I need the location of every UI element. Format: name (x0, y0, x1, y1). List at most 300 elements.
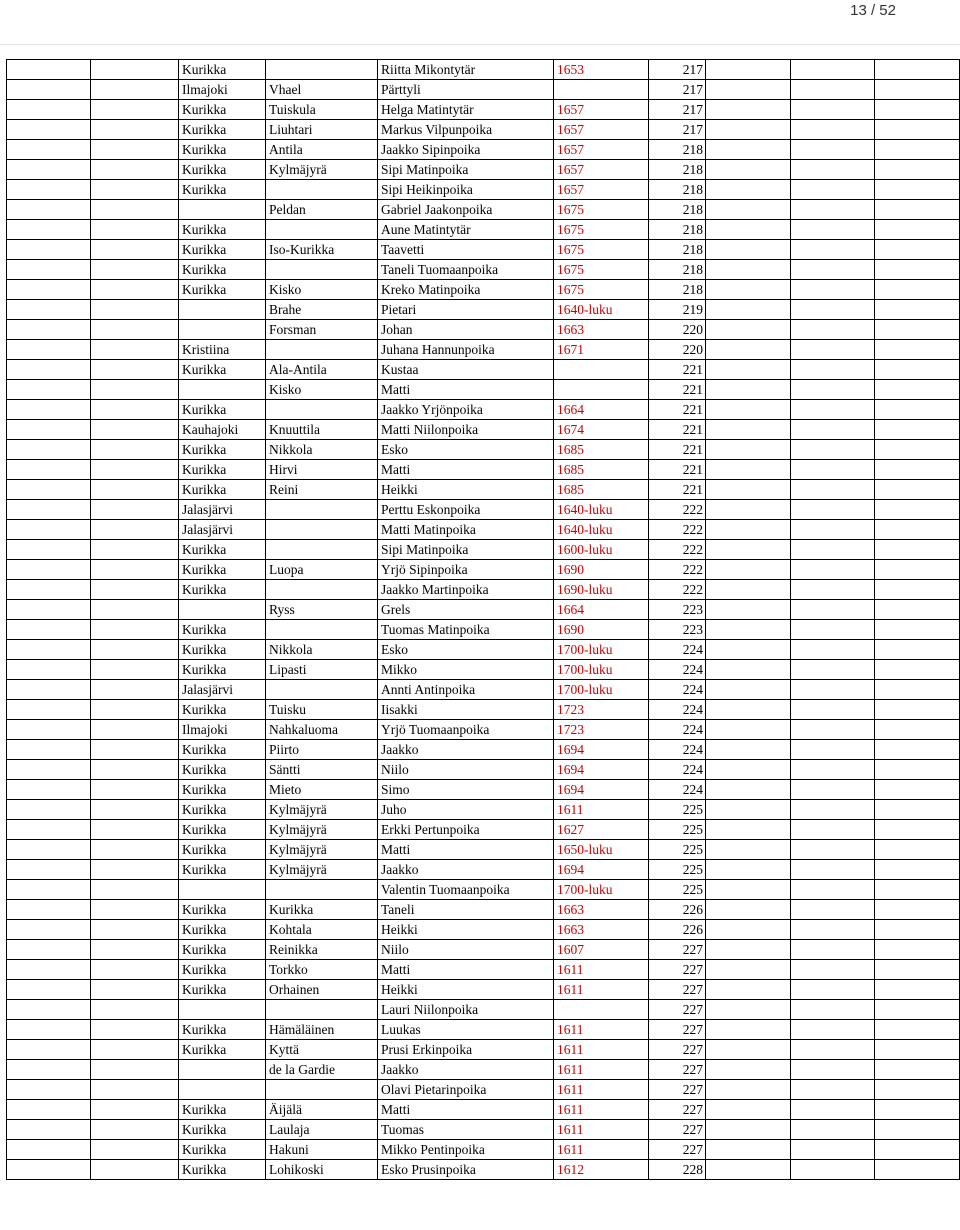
empty-cell (706, 860, 791, 880)
table-row (7, 920, 960, 940)
empty-cell (7, 1020, 91, 1040)
empty-cell (875, 480, 960, 500)
empty-cell (791, 800, 875, 820)
parish-cell: Kurikka (179, 1100, 266, 1120)
farm-cell (266, 520, 378, 540)
empty-cell (91, 760, 179, 780)
farm-cell: Hirvi (266, 460, 378, 480)
empty-cell (875, 880, 960, 900)
empty-cell (706, 100, 791, 120)
year-cell: 1640-luku (554, 300, 649, 320)
empty-cell (875, 620, 960, 640)
empty-cell (875, 100, 960, 120)
page-cell: 217 (649, 60, 706, 80)
name-cell: Matti (378, 840, 554, 860)
parish-cell: Kurikka (179, 280, 266, 300)
empty-cell (791, 160, 875, 180)
table-row (7, 720, 960, 740)
empty-cell (791, 200, 875, 220)
empty-cell (706, 540, 791, 560)
empty-cell (875, 900, 960, 920)
empty-cell (875, 920, 960, 940)
empty-cell (875, 580, 960, 600)
name-cell: Sipi Matinpoika (378, 160, 554, 180)
year-cell: 1611 (554, 800, 649, 820)
name-cell: Prusi Erkinpoika (378, 1040, 554, 1060)
empty-cell (791, 680, 875, 700)
empty-cell (706, 1160, 791, 1180)
farm-cell: Säntti (266, 760, 378, 780)
table-row (7, 360, 960, 380)
empty-cell (791, 500, 875, 520)
year-cell: 1675 (554, 260, 649, 280)
name-cell: Helga Matintytär (378, 100, 554, 120)
page-cell: 221 (649, 380, 706, 400)
table-row (7, 1060, 960, 1080)
empty-cell (91, 480, 179, 500)
name-cell: Aune Matintytär (378, 220, 554, 240)
empty-cell (875, 300, 960, 320)
empty-cell (91, 280, 179, 300)
page-cell: 226 (649, 900, 706, 920)
empty-cell (706, 1000, 791, 1020)
table-row (7, 940, 960, 960)
farm-cell: Orhainen (266, 980, 378, 1000)
year-cell: 1685 (554, 460, 649, 480)
page-cell: 227 (649, 1060, 706, 1080)
empty-cell (791, 920, 875, 940)
empty-cell (7, 440, 91, 460)
empty-cell (875, 1040, 960, 1060)
farm-cell: Knuuttila (266, 420, 378, 440)
empty-cell (706, 220, 791, 240)
name-cell: Grels (378, 600, 554, 620)
page-cell: 222 (649, 500, 706, 520)
farm-cell: Kylmäjyrä (266, 800, 378, 820)
parish-cell (179, 1060, 266, 1080)
empty-cell (706, 580, 791, 600)
name-cell: Jaakko Sipinpoika (378, 140, 554, 160)
empty-cell (7, 1060, 91, 1080)
empty-cell (791, 580, 875, 600)
empty-cell (7, 720, 91, 740)
farm-cell: Kohtala (266, 920, 378, 940)
empty-cell (7, 880, 91, 900)
farm-cell (266, 880, 378, 900)
page-cell: 218 (649, 140, 706, 160)
year-cell: 1694 (554, 860, 649, 880)
parish-cell: Kurikka (179, 260, 266, 280)
empty-cell (791, 260, 875, 280)
empty-cell (875, 600, 960, 620)
empty-cell (791, 860, 875, 880)
farm-cell (266, 400, 378, 420)
parish-cell: Kurikka (179, 160, 266, 180)
parish-cell: Ilmajoki (179, 720, 266, 740)
year-cell: 1685 (554, 480, 649, 500)
farm-cell: Kisko (266, 380, 378, 400)
empty-cell (706, 180, 791, 200)
empty-cell (791, 400, 875, 420)
empty-cell (706, 300, 791, 320)
empty-cell (91, 540, 179, 560)
empty-cell (875, 240, 960, 260)
empty-cell (706, 200, 791, 220)
parish-cell: Kurikka (179, 1040, 266, 1060)
parish-cell: Kurikka (179, 940, 266, 960)
page-cell: 217 (649, 120, 706, 140)
empty-cell (791, 900, 875, 920)
empty-cell (875, 60, 960, 80)
empty-cell (791, 80, 875, 100)
empty-cell (7, 320, 91, 340)
parish-cell: Kurikka (179, 120, 266, 140)
year-cell: 1657 (554, 140, 649, 160)
empty-cell (791, 540, 875, 560)
name-cell: Annti Antinpoika (378, 680, 554, 700)
empty-cell (791, 560, 875, 580)
empty-cell (875, 420, 960, 440)
empty-cell (91, 100, 179, 120)
farm-cell: Kisko (266, 280, 378, 300)
empty-cell (706, 500, 791, 520)
empty-cell (706, 960, 791, 980)
empty-cell (791, 520, 875, 540)
year-cell: 1690-luku (554, 580, 649, 600)
parish-cell (179, 380, 266, 400)
records-table-body (7, 60, 960, 1180)
farm-cell (266, 540, 378, 560)
empty-cell (91, 520, 179, 540)
empty-cell (706, 400, 791, 420)
year-cell: 1657 (554, 160, 649, 180)
name-cell: Jaakko (378, 1060, 554, 1080)
empty-cell (91, 240, 179, 260)
empty-cell (875, 500, 960, 520)
empty-cell (91, 380, 179, 400)
empty-cell (91, 460, 179, 480)
year-cell: 1694 (554, 760, 649, 780)
table-row (7, 740, 960, 760)
empty-cell (791, 840, 875, 860)
empty-cell (7, 940, 91, 960)
empty-cell (91, 1020, 179, 1040)
empty-cell (706, 340, 791, 360)
page-cell: 228 (649, 1160, 706, 1180)
name-cell: Gabriel Jaakonpoika (378, 200, 554, 220)
year-cell: 1664 (554, 400, 649, 420)
parish-cell (179, 1000, 266, 1020)
table-row (7, 480, 960, 500)
table-row (7, 1140, 960, 1160)
table-row (7, 180, 960, 200)
empty-cell (7, 640, 91, 660)
farm-cell: Reini (266, 480, 378, 500)
parish-cell: Kurikka (179, 640, 266, 660)
empty-cell (7, 100, 91, 120)
empty-cell (875, 400, 960, 420)
page-cell: 226 (649, 920, 706, 940)
empty-cell (91, 1140, 179, 1160)
year-cell: 1650-luku (554, 840, 649, 860)
name-cell: Jaakko Yrjönpoika (378, 400, 554, 420)
empty-cell (791, 640, 875, 660)
empty-cell (791, 420, 875, 440)
empty-cell (91, 680, 179, 700)
name-cell: Matti Niilonpoika (378, 420, 554, 440)
empty-cell (91, 720, 179, 740)
page-cell: 218 (649, 200, 706, 220)
year-cell: 1694 (554, 740, 649, 760)
year-cell: 1675 (554, 220, 649, 240)
name-cell: Taavetti (378, 240, 554, 260)
empty-cell (7, 900, 91, 920)
empty-cell (7, 140, 91, 160)
empty-cell (706, 1040, 791, 1060)
farm-cell: Forsman (266, 320, 378, 340)
empty-cell (875, 1020, 960, 1040)
name-cell: Taneli (378, 900, 554, 920)
empty-cell (91, 920, 179, 940)
farm-cell: Kurikka (266, 900, 378, 920)
page-cell: 224 (649, 760, 706, 780)
year-cell: 1690 (554, 560, 649, 580)
parish-cell: Kurikka (179, 840, 266, 860)
empty-cell (706, 560, 791, 580)
farm-cell (266, 340, 378, 360)
year-cell: 1640-luku (554, 520, 649, 540)
empty-cell (791, 720, 875, 740)
empty-cell (7, 500, 91, 520)
parish-cell: Kurikka (179, 400, 266, 420)
empty-cell (706, 240, 791, 260)
empty-cell (706, 840, 791, 860)
empty-cell (875, 360, 960, 380)
empty-cell (875, 1120, 960, 1140)
empty-cell (706, 280, 791, 300)
empty-cell (91, 900, 179, 920)
page-cell: 224 (649, 660, 706, 680)
year-cell: 1611 (554, 1020, 649, 1040)
empty-cell (875, 780, 960, 800)
empty-cell (791, 140, 875, 160)
empty-cell (875, 760, 960, 780)
farm-cell: Peldan (266, 200, 378, 220)
empty-cell (875, 80, 960, 100)
table-row (7, 240, 960, 260)
page-cell: 221 (649, 360, 706, 380)
year-cell: 1611 (554, 1120, 649, 1140)
empty-cell (875, 260, 960, 280)
year-cell: 1664 (554, 600, 649, 620)
empty-cell (706, 880, 791, 900)
empty-cell (791, 980, 875, 1000)
farm-cell: Hakuni (266, 1140, 378, 1160)
empty-cell (706, 460, 791, 480)
empty-cell (91, 320, 179, 340)
page-cell: 221 (649, 480, 706, 500)
page-cell: 223 (649, 600, 706, 620)
parish-cell: Kurikka (179, 1120, 266, 1140)
farm-cell: Brahe (266, 300, 378, 320)
empty-cell (91, 300, 179, 320)
empty-cell (7, 240, 91, 260)
parish-cell: Jalasjärvi (179, 680, 266, 700)
name-cell: Heikki (378, 920, 554, 940)
empty-cell (7, 480, 91, 500)
name-cell: Matti (378, 380, 554, 400)
page-cell: 217 (649, 80, 706, 100)
table-row (7, 620, 960, 640)
empty-cell (706, 660, 791, 680)
empty-cell (791, 740, 875, 760)
name-cell: Taneli Tuomaanpoika (378, 260, 554, 280)
name-cell: Matti (378, 460, 554, 480)
empty-cell (706, 980, 791, 1000)
parish-cell (179, 600, 266, 620)
empty-cell (791, 300, 875, 320)
page-cell: 227 (649, 1100, 706, 1120)
page-cell: 220 (649, 320, 706, 340)
page-cell: 224 (649, 640, 706, 660)
farm-cell (266, 180, 378, 200)
page-cell: 221 (649, 460, 706, 480)
empty-cell (7, 1040, 91, 1060)
table-row (7, 880, 960, 900)
name-cell: Heikki (378, 480, 554, 500)
empty-cell (706, 700, 791, 720)
empty-cell (91, 1160, 179, 1180)
year-cell: 1600-luku (554, 540, 649, 560)
empty-cell (875, 160, 960, 180)
farm-cell: Lipasti (266, 660, 378, 680)
year-cell: 1674 (554, 420, 649, 440)
empty-cell (7, 280, 91, 300)
year-cell: 1663 (554, 900, 649, 920)
parish-cell (179, 200, 266, 220)
farm-cell (266, 620, 378, 640)
page-cell: 224 (649, 780, 706, 800)
empty-cell (91, 1060, 179, 1080)
table-row (7, 800, 960, 820)
table-row (7, 540, 960, 560)
page-cell: 225 (649, 820, 706, 840)
empty-cell (791, 760, 875, 780)
year-cell: 1607 (554, 940, 649, 960)
empty-cell (7, 620, 91, 640)
empty-cell (91, 200, 179, 220)
name-cell: Mikko (378, 660, 554, 680)
parish-cell: Kurikka (179, 760, 266, 780)
records-table (6, 59, 960, 1180)
empty-cell (91, 400, 179, 420)
empty-cell (706, 600, 791, 620)
empty-cell (875, 700, 960, 720)
empty-cell (875, 940, 960, 960)
name-cell: Matti (378, 960, 554, 980)
empty-cell (875, 1000, 960, 1020)
table-row (7, 280, 960, 300)
name-cell: Juho (378, 800, 554, 820)
year-cell (554, 380, 649, 400)
empty-cell (706, 440, 791, 460)
table-row (7, 1080, 960, 1100)
farm-cell (266, 1080, 378, 1100)
empty-cell (706, 320, 791, 340)
farm-cell: Ryss (266, 600, 378, 620)
empty-cell (875, 440, 960, 460)
year-cell: 1675 (554, 200, 649, 220)
table-row (7, 860, 960, 880)
parish-cell: Kurikka (179, 220, 266, 240)
empty-cell (875, 520, 960, 540)
parish-cell (179, 1080, 266, 1100)
empty-cell (706, 80, 791, 100)
parish-cell: Kurikka (179, 740, 266, 760)
empty-cell (875, 660, 960, 680)
parish-cell: Kurikka (179, 780, 266, 800)
empty-cell (91, 960, 179, 980)
empty-cell (7, 560, 91, 580)
parish-cell: Jalasjärvi (179, 520, 266, 540)
empty-cell (791, 1100, 875, 1120)
year-cell: 1611 (554, 1140, 649, 1160)
year-cell (554, 360, 649, 380)
year-cell: 1612 (554, 1160, 649, 1180)
parish-cell: Kurikka (179, 820, 266, 840)
page-cell: 227 (649, 1120, 706, 1140)
empty-cell (7, 60, 91, 80)
farm-cell: Lohikoski (266, 1160, 378, 1180)
empty-cell (7, 120, 91, 140)
year-cell: 1657 (554, 180, 649, 200)
year-cell: 1640-luku (554, 500, 649, 520)
farm-cell: Kylmäjyrä (266, 820, 378, 840)
empty-cell (91, 340, 179, 360)
empty-cell (875, 120, 960, 140)
empty-cell (706, 1020, 791, 1040)
empty-cell (875, 540, 960, 560)
year-cell: 1611 (554, 1040, 649, 1060)
parish-cell: Kurikka (179, 1160, 266, 1180)
page-cell: 220 (649, 340, 706, 360)
page-cell: 227 (649, 1080, 706, 1100)
page-cell: 222 (649, 560, 706, 580)
empty-cell (7, 600, 91, 620)
empty-cell (791, 440, 875, 460)
parish-cell: Kurikka (179, 920, 266, 940)
farm-cell: Nikkola (266, 440, 378, 460)
empty-cell (91, 220, 179, 240)
name-cell: Niilo (378, 760, 554, 780)
farm-cell: Vhael (266, 80, 378, 100)
empty-cell (875, 1080, 960, 1100)
table-row (7, 420, 960, 440)
empty-cell (91, 780, 179, 800)
empty-cell (791, 480, 875, 500)
empty-cell (7, 1080, 91, 1100)
empty-cell (706, 760, 791, 780)
empty-cell (7, 520, 91, 540)
table-row (7, 1000, 960, 1020)
empty-cell (875, 860, 960, 880)
table-row (7, 380, 960, 400)
empty-cell (91, 1120, 179, 1140)
empty-cell (706, 640, 791, 660)
page-cell: 227 (649, 1040, 706, 1060)
empty-cell (706, 820, 791, 840)
year-cell: 1685 (554, 440, 649, 460)
